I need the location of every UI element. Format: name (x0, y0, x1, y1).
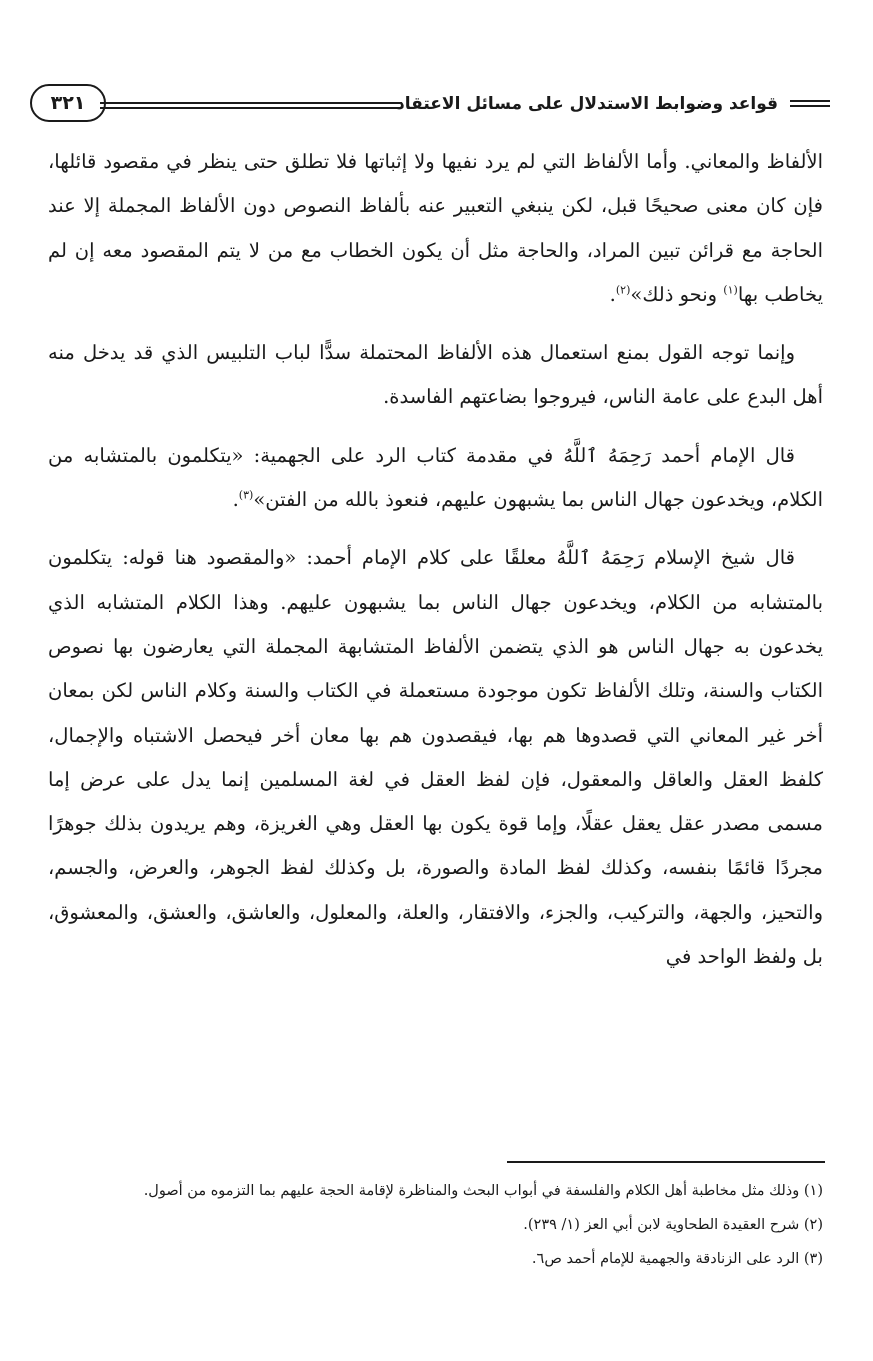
header-rule-left (100, 102, 400, 109)
main-text (48, 140, 823, 993)
footnote-ref-2: (٢) (615, 283, 631, 297)
header-rule-right (790, 100, 830, 107)
paragraph-1-dot: . (609, 282, 616, 306)
paragraph-1 (48, 140, 823, 317)
footnote-separator (507, 1161, 825, 1163)
paragraph-4: قال شيخ الإسلام رَحِمَهُ ٱللَّهُ معلقًا على كلام الإمام أحمد: «والمقصود هنا قوله: يتكلمون بالمتشابه من الكلام، ويخدعون جهال الناس بما يشبهون عليهم. وهذا الكلام المتشابه الذي يخدعون به جهال الناس هو الذي يتضمن الألفاظ المتشابهة المجملة التي يعارضون بها نصوص الكتاب والسنة، وتلك الألفاظ تكون موجودة مستعملة في الكتاب والسنة وكلام الناس لكن بمعان أخر غير المعاني التي قصدوها هم بها، فيقصدون هم بها معان أخر فيحصل الاشتباه والإجمال، كلفظ العقل والعاقل والمعقول، فإن لفظ العقل في لغة المسلمين إنما يدل على عرض إما مسمى مصدر عقل يعقل عقلًا، وإما قوة يكون بها العقل وهي الغريزة، وهم يريدون بذلك جوهرًا مجردًا قائمًا بنفسه، وكذلك لفظ المادة والصورة، بل وكذلك لفظ الجوهر، والعرض، والجسم، والتحيز، والجهة، والتركيب، والجزء، والافتقار، والعلة، والمعلول، والعاشق، والعشق، والمعشوق، بل ولفظ الواحد في (48, 546, 823, 969)
paragraph-3-text: قال الإمام أحمد رَحِمَهُ ٱللَّهُ في مقدمة كتاب الرد على الجهمية: «يتكلمون بالمتشابه من الكلام، ويخدعون جهال الناس بما يشبهون عليهم، فنعوذ بالله من الفتن» (48, 443, 823, 512)
paragraph-2: وإنما توجه القول بمنع استعمال هذه الألفاظ المحتملة سدًّا لباب التلبيس الذي قد يدخل منه أهل البدع على عامة الناس، فيروجوا بضاعتهم الفاسدة. (48, 341, 823, 409)
footnote-ref-3: (٣) (238, 488, 254, 502)
footnote-ref-1: (١) (723, 283, 738, 297)
running-header (30, 84, 830, 134)
page-number: ٣٢١ (30, 84, 106, 122)
paragraph-1-end: ونحو ذلك» (630, 282, 724, 306)
paragraph-3-dot: . (232, 488, 239, 512)
paragraph-3 (48, 434, 823, 523)
footnotes (48, 1174, 823, 1276)
footnote-3: (٣) الرد على الزنادقة والجهمية للإمام أحمد ص٦. (531, 1251, 823, 1267)
footnote-2: (٢) شرح العقيدة الطحاوية لابن أبي العز (١/ ٢٣٩). (523, 1217, 823, 1233)
header-title: قواعد وضوابط الاستدلال على مسائل الاعتقاد (396, 94, 778, 114)
paragraph-1-text: الألفاظ والمعاني. وأما الألفاظ التي لم يرد نفيها ولا إثباتها فلا تطلق حتى ينظر في مقصود قائلها، فإن كان معنى صحيحًا قبل، لكن ينبغي التعبير عنه بألفاظ النصوص دون الألفاظ المجملة إلا عند الحاجة مع قرائن تبين المراد، والحاجة مثل أن يكون الخطاب مع من لا يتم المقصود معه إن لم يخاطب بها (48, 150, 823, 306)
footnote-1: (١) وذلك مثل مخاطبة أهل الكلام والفلسفة في أبواب البحث والمناظرة لإقامة الحجة عليهم بما التزموه من أصول. (143, 1183, 823, 1199)
